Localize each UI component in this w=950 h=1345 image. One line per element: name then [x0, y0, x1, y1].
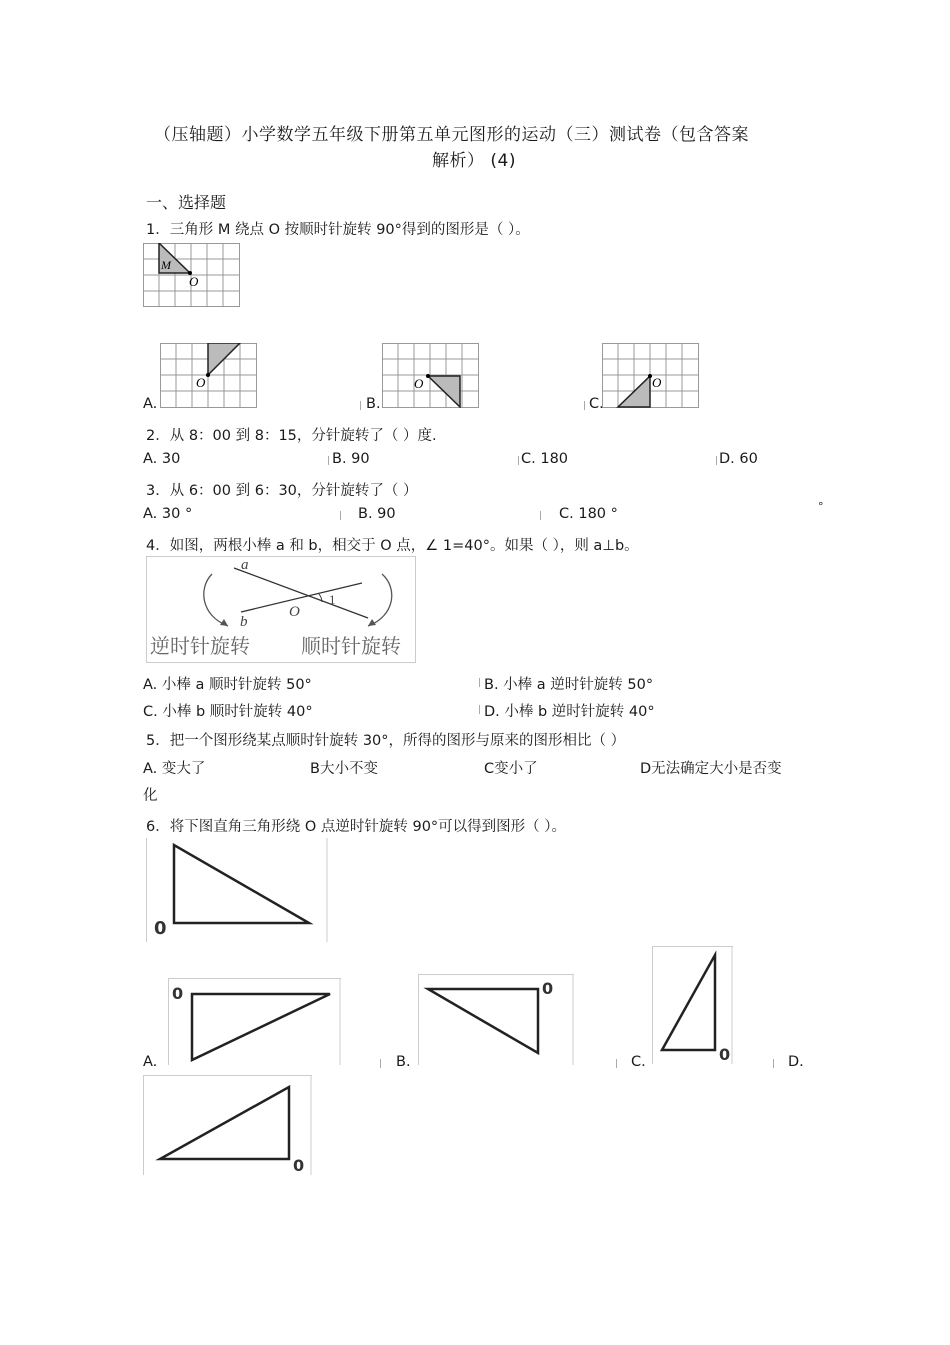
doc-title-line1: （压轴题）小学数学五年级下册第五单元图形的运动（三）测试卷（包含答案: [154, 125, 749, 145]
q6-option-c[interactable]: C.: [631, 1054, 646, 1070]
q1-option-a-figure[interactable]: [160, 343, 257, 408]
q3-text: 3．从 6：00 到 6：30，分针旋转了（ ）: [146, 483, 418, 499]
q1-figure: [143, 243, 240, 307]
q1-label-m: M: [161, 258, 171, 272]
q4-label-ccw: 逆时针旋转: [150, 634, 250, 658]
q2-option-d[interactable]: D. 60: [719, 451, 758, 467]
q6-option-d[interactable]: D.: [788, 1054, 804, 1070]
svg-text:a: a: [241, 557, 249, 573]
q4-option-c[interactable]: C. 小棒 b 顺时针旋转 40°: [143, 704, 313, 720]
svg-text:0: 0: [542, 979, 554, 998]
q6-original-figure: [146, 838, 328, 942]
q4-text: 4．如图，两根小棒 a 和 b，相交于 O 点，∠ 1=40°。如果（ ），则 a⊥b。: [146, 538, 639, 554]
svg-text:O: O: [652, 375, 662, 390]
svg-text:1: 1: [329, 592, 336, 607]
q6-option-b-figure[interactable]: [418, 974, 574, 1065]
svg-text:O: O: [414, 376, 424, 391]
q2-option-a[interactable]: A. 30: [143, 451, 181, 467]
q2-text: 2．从 8：00 到 8：15，分针旋转了（ ）度.: [146, 428, 437, 444]
q1-option-a[interactable]: A.: [143, 396, 158, 412]
q6-text: 6．将下图直角三角形绕 O 点逆时针旋转 90°可以得到图形（ ）。: [146, 819, 567, 835]
q4-label-cw: 顺时针旋转: [301, 634, 401, 658]
q4-option-b[interactable]: B. 小棒 a 逆时针旋转 50°: [484, 677, 654, 693]
q1-option-c[interactable]: C.: [589, 396, 604, 412]
q4-figure: [146, 556, 416, 663]
svg-text:0: 0: [719, 1045, 731, 1064]
q2-option-c[interactable]: C. 180: [521, 451, 569, 467]
doc-title-line2: 解析） (4): [432, 151, 516, 171]
q3-stray-degree: °: [818, 500, 824, 513]
q5-option-b[interactable]: B大小不变: [310, 761, 378, 777]
svg-text:0: 0: [172, 984, 184, 1003]
q2-option-b[interactable]: B. 90: [332, 451, 370, 467]
q6-option-d-figure[interactable]: [143, 1075, 312, 1175]
q4-option-d[interactable]: D. 小棒 b 逆时针旋转 40°: [484, 704, 655, 720]
section-heading: 一、选择题: [146, 193, 227, 212]
q6-label-o: 0: [154, 918, 167, 939]
q3-option-c[interactable]: C. 180 °: [559, 506, 618, 522]
svg-text:b: b: [240, 614, 248, 630]
q1-text: 1．三角形 M 绕点 O 按顺时针旋转 90°得到的图形是（ ）。: [146, 222, 530, 238]
q3-option-b[interactable]: B. 90: [358, 506, 396, 522]
svg-text:O: O: [289, 604, 300, 620]
q6-option-b[interactable]: B.: [396, 1054, 411, 1070]
q4-option-a[interactable]: A. 小棒 a 顺时针旋转 50°: [143, 677, 312, 693]
q5-text: 5．把一个图形绕某点顺时针旋转 30°，所得的图形与原来的图形相比（ ）: [146, 733, 626, 749]
q5-option-d-wrap: 化: [143, 788, 158, 804]
q6-option-c-figure[interactable]: [652, 946, 733, 1064]
q1-option-c-figure[interactable]: [602, 343, 699, 408]
q6-option-a[interactable]: A.: [143, 1054, 158, 1070]
q6-option-a-figure[interactable]: [168, 978, 341, 1065]
q5-option-a[interactable]: A. 变大了: [143, 761, 206, 777]
q1-option-b[interactable]: B.: [366, 396, 381, 412]
q3-option-a[interactable]: A. 30 °: [143, 506, 193, 522]
q5-option-d[interactable]: D无法确定大小是否变: [640, 761, 782, 777]
svg-text:0: 0: [293, 1156, 305, 1175]
q1-label-o: O: [189, 274, 199, 289]
svg-text:O: O: [196, 375, 206, 390]
q1-option-b-figure[interactable]: [382, 343, 479, 408]
q5-option-c[interactable]: C变小了: [484, 761, 538, 777]
